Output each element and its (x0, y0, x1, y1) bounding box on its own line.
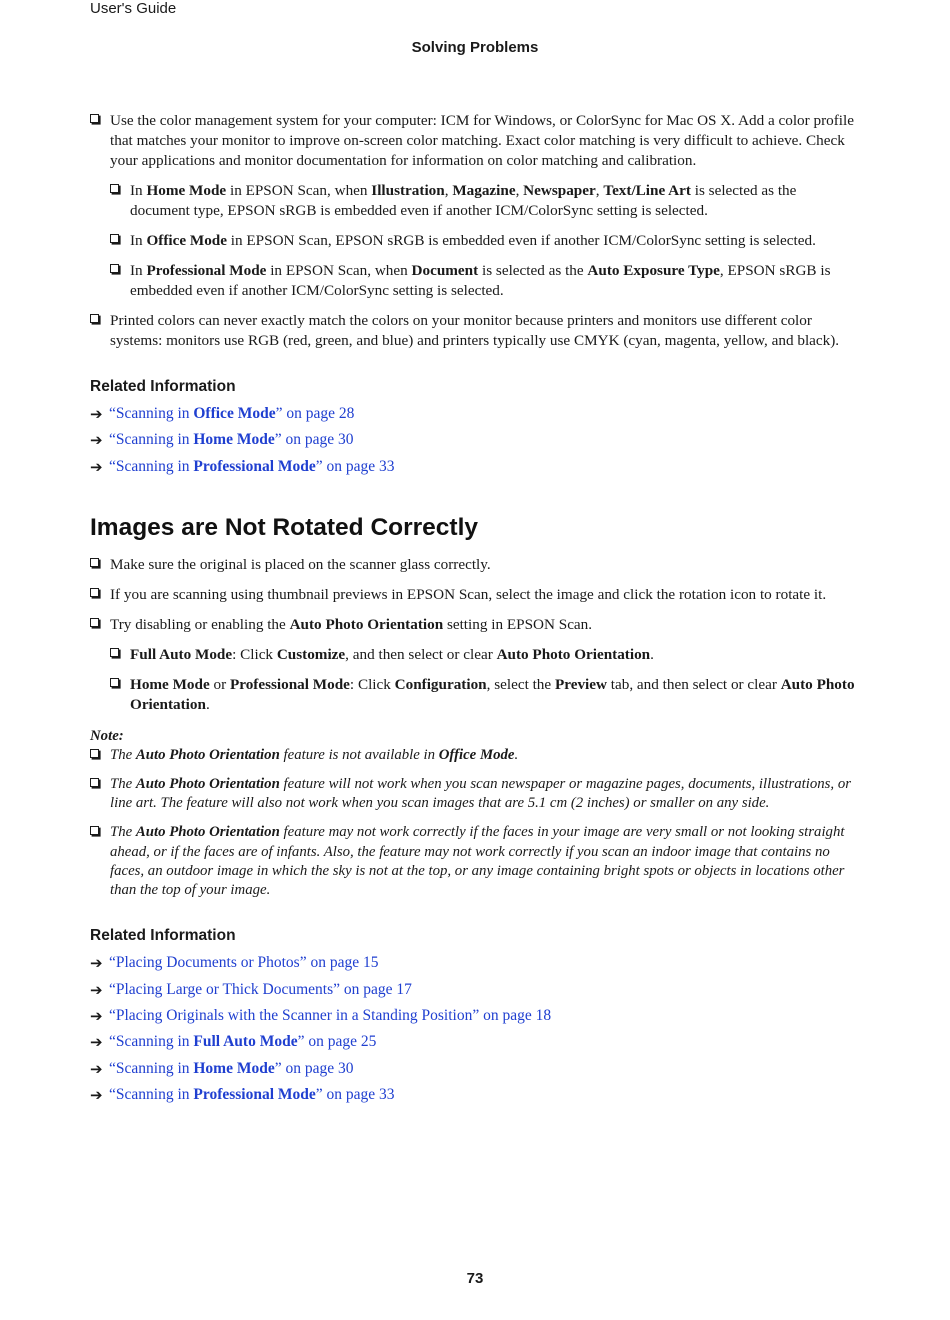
checkbox-bullet-icon (110, 678, 119, 687)
checkbox-bullet-icon (90, 588, 99, 597)
page-content (90, 111, 860, 1112)
running-header: User's Guide (90, 0, 177, 17)
related-link[interactable]: ➔ “Scanning in Home Mode” on page 30 (90, 431, 354, 450)
arrow-right-icon: ➔ (90, 1059, 103, 1078)
list-item: In Home Mode in EPSON Scan, when Illustration, Magazine, Newspaper, Text/Line Art is selected as the document type, EPSON sRGB is embedded even if another ICM/ColorSync setting is selected. (110, 181, 860, 221)
note-item: The Auto Photo Orientation feature may not work correctly if the faces in your image are very small or not looking straight ahead, or if the faces are of infants. Also, the feature may not work correctly if you scan an indoor image that contains no faces, an outdoor image in which the sky is not at the top, or any image containing bright spots or objects in locations other than the top of your image. (90, 823, 860, 900)
checkbox-bullet-icon (90, 558, 99, 567)
chapter-title: Solving Problems (411, 39, 539, 56)
related-link[interactable]: ➔ “Scanning in Office Mode” on page 28 (90, 405, 355, 423)
list-item: Make sure the original is placed on the scanner glass correctly. (90, 555, 860, 575)
section-title: Images are Not Rotated Correctly (90, 513, 479, 541)
arrow-right-icon: ➔ (90, 457, 103, 476)
related-link[interactable]: ➔ “Scanning in Professional Mode” on page 33 (90, 457, 395, 476)
note-item: The Auto Photo Orientation feature is not available in Office Mode. (90, 746, 860, 765)
list-item: Use the color management system for your computer: ICM for Windows, or ColorSync for Mac OS X. Add a color profile that matches your monitor to improve on-screen color matching. Exact color matching is very difficult to achieve. Check your applications and monitor documentation for information on color matching and calibration. (90, 111, 860, 171)
checkbox-bullet-icon (90, 114, 99, 123)
note-item: The Auto Photo Orientation feature will not work when you scan newspaper or magazine pages, documents, illustrations, or line art. The feature will also not work when you scan images that are 5.1 cm (2 inches) or smaller on any side. (90, 775, 860, 813)
checkbox-bullet-icon (110, 648, 119, 657)
related-link[interactable]: ➔ “Placing Originals with the Scanner in a Standing Position” on page 18 (90, 1006, 552, 1025)
related-information-heading: Related Information (90, 378, 236, 395)
related-link[interactable]: ➔ “Scanning in Full Auto Mode” on page 25 (90, 1033, 377, 1052)
checkbox-bullet-icon (90, 826, 99, 835)
list-item: Full Auto Mode: Click Customize, and then select or clear Auto Photo Orientation. (110, 645, 860, 665)
related-link[interactable]: ➔ “Placing Documents or Photos” on page 15 (90, 954, 379, 973)
list-item: In Professional Mode in EPSON Scan, when Document is selected as the Auto Exposure Type, EPSON sRGB is embedded even if another ICM/ColorSync setting is selected. (110, 261, 860, 301)
arrow-right-icon: ➔ (90, 1006, 103, 1025)
list-item: If you are scanning using thumbnail previews in EPSON Scan, select the image and click the rotation icon to rotate it. (90, 585, 860, 605)
list-item: In Office Mode in EPSON Scan, EPSON sRGB is embedded even if another ICM/ColorSync setting is selected. (110, 231, 860, 251)
related-information-heading: Related Information (90, 927, 236, 945)
related-link[interactable]: ➔ “Scanning in Professional Mode” on page 33 (90, 1086, 395, 1105)
related-link[interactable]: ➔ “Placing Large or Thick Documents” on page 17 (90, 980, 412, 999)
arrow-right-icon: ➔ (90, 431, 103, 450)
arrow-right-icon: ➔ (90, 405, 103, 423)
arrow-right-icon: ➔ (90, 954, 103, 973)
list-item: Try disabling or enabling the Auto Photo Orientation setting in EPSON Scan. (90, 615, 860, 635)
checkbox-bullet-icon (110, 264, 119, 273)
list-item: Home Mode or Professional Mode: Click Configuration, select the Preview tab, and then select or clear Auto Photo Orientation. (110, 675, 860, 715)
checkbox-bullet-icon (110, 184, 119, 193)
note-label: Note: (90, 727, 124, 744)
arrow-right-icon: ➔ (90, 1086, 103, 1105)
page-number: 73 (466, 1270, 484, 1287)
checkbox-bullet-icon (90, 314, 99, 323)
checkbox-bullet-icon (90, 778, 99, 787)
related-link[interactable]: ➔ “Scanning in Home Mode” on page 30 (90, 1059, 354, 1078)
list-item: Printed colors can never exactly match the colors on your monitor because printers and monitors use different color systems: monitors use RGB (red, green, and blue) and printers typically use CMYK (cyan, magenta, yellow, and black). (90, 311, 860, 351)
checkbox-bullet-icon (90, 749, 99, 758)
checkbox-bullet-icon (110, 234, 119, 243)
arrow-right-icon: ➔ (90, 1033, 103, 1052)
arrow-right-icon: ➔ (90, 980, 103, 999)
checkbox-bullet-icon (90, 618, 99, 627)
